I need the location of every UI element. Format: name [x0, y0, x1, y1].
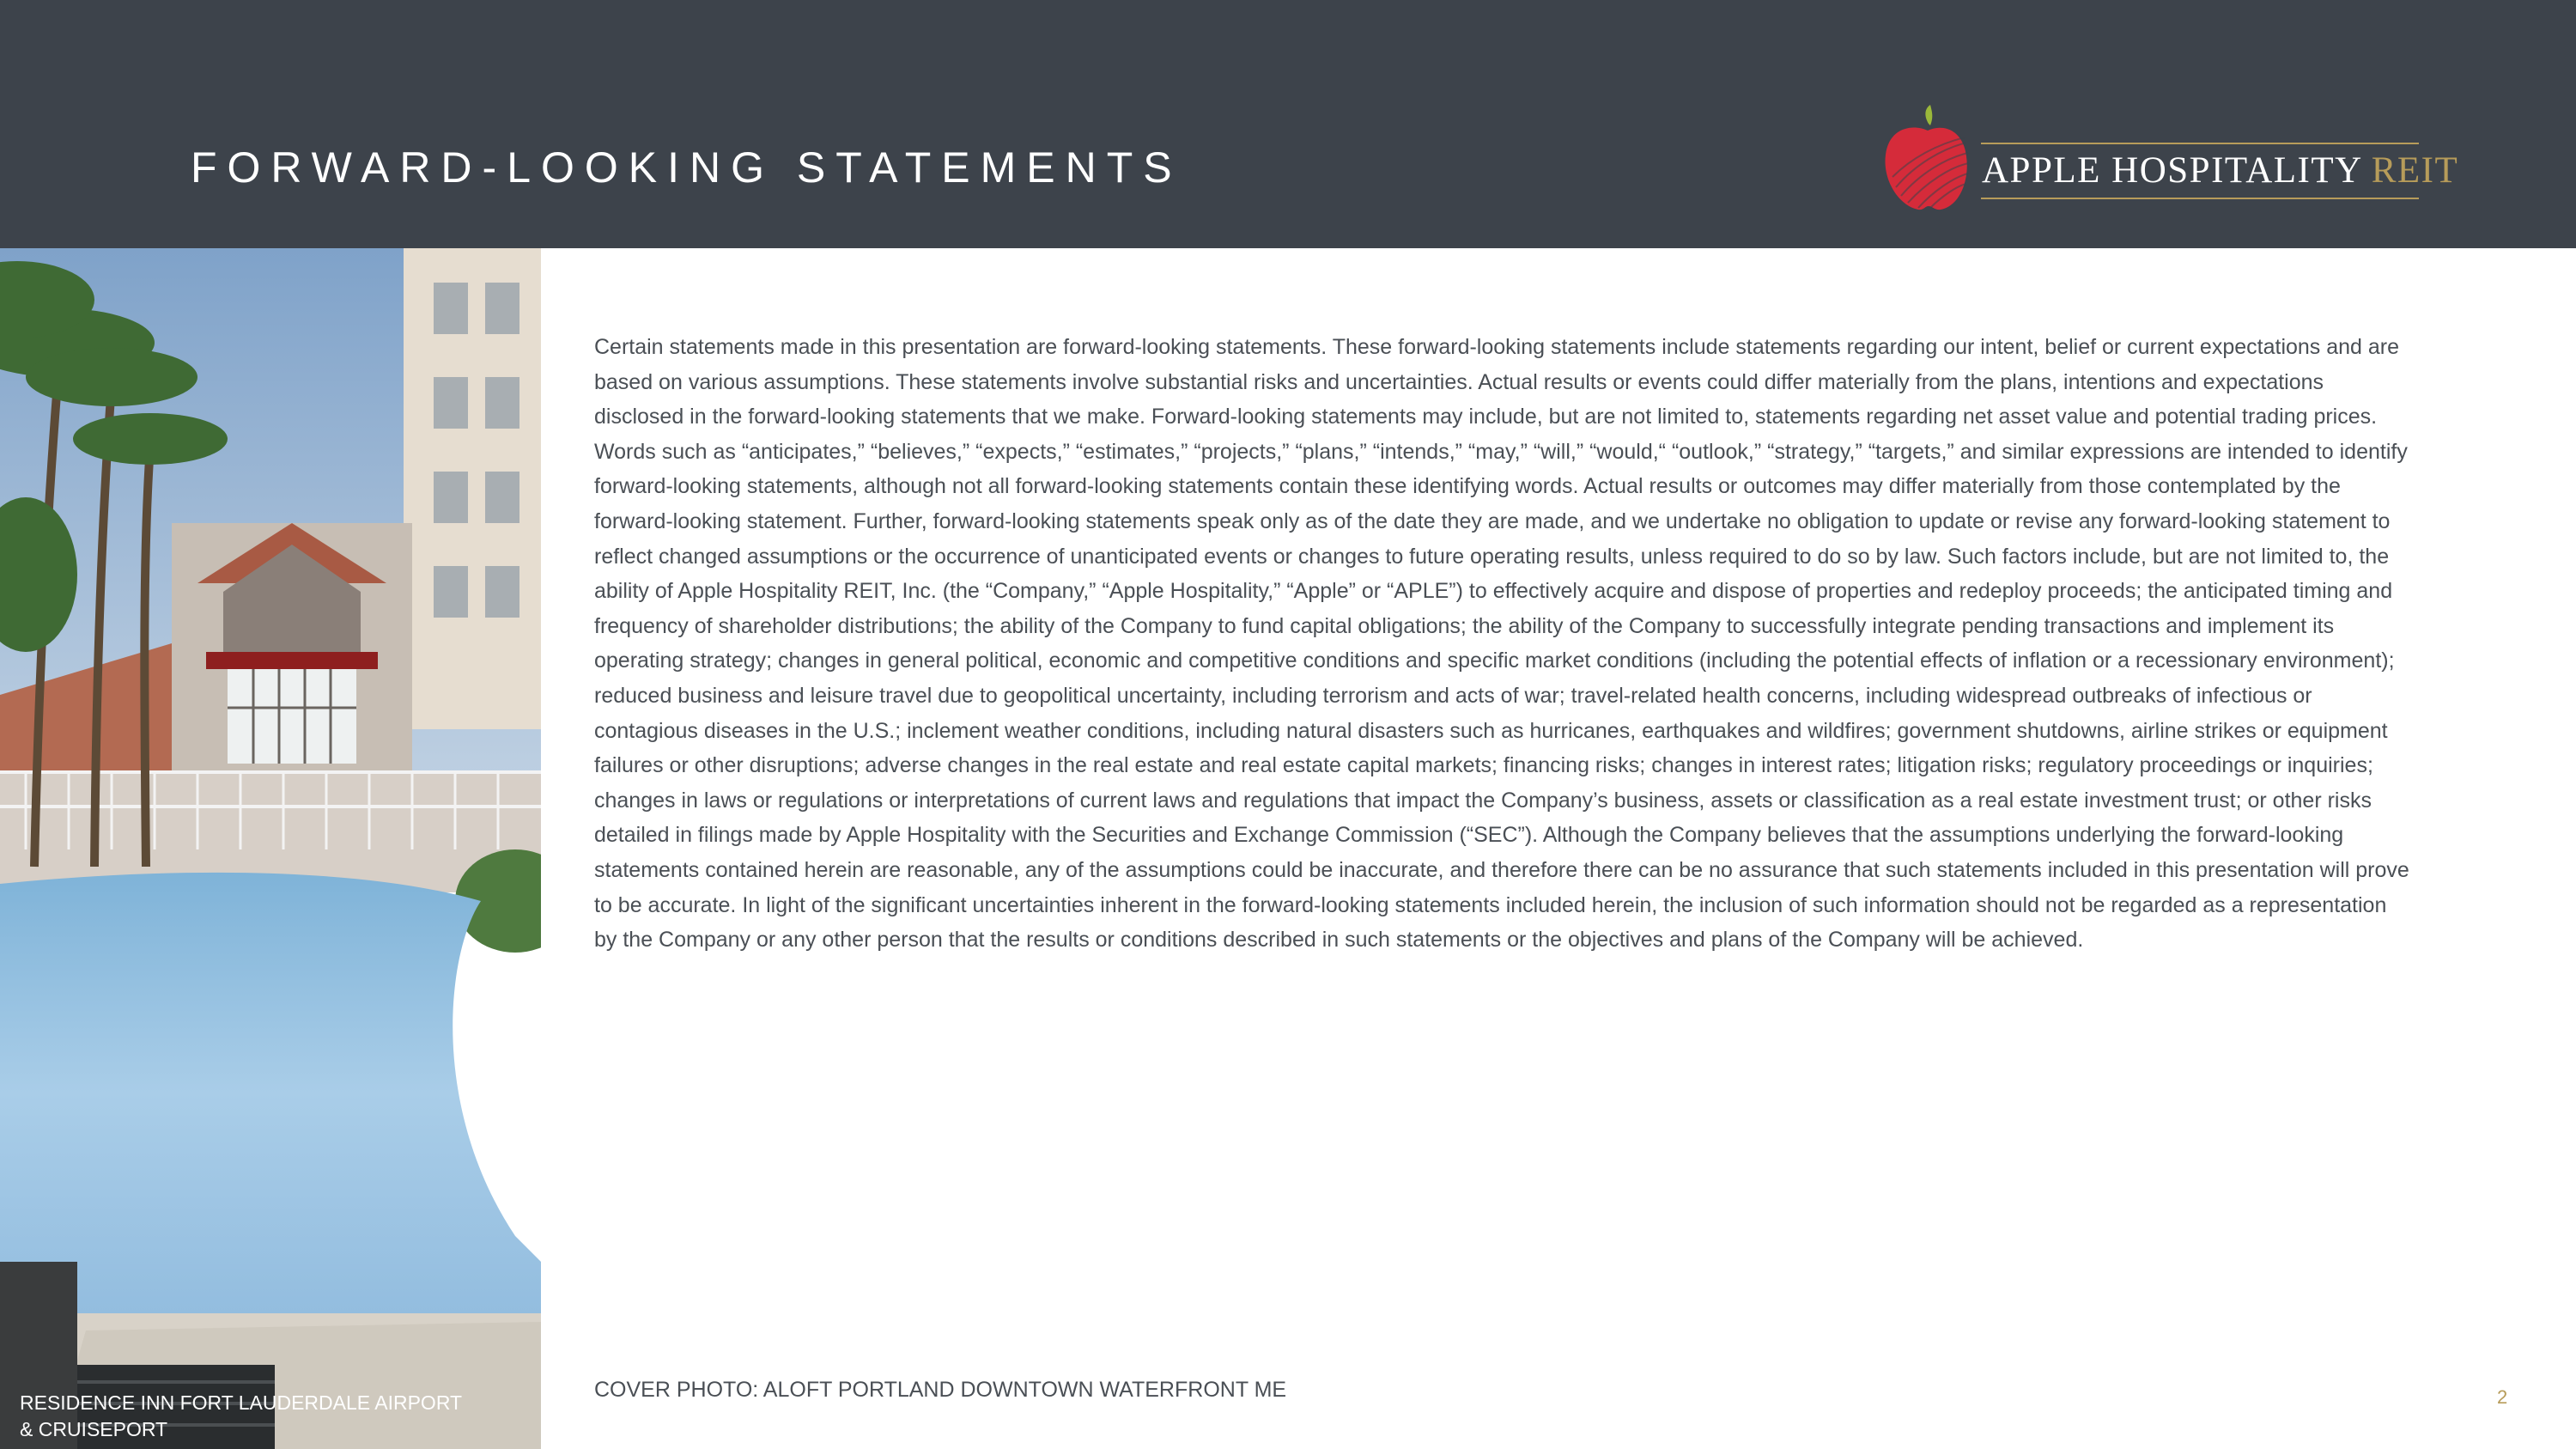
logo-reit: REIT [2371, 150, 2459, 191]
apple-logo-icon [1880, 105, 1975, 216]
disclaimer-paragraph: Certain statements made in this presentation are forward-looking statements. These forward-looking statements include statements regarding our intent, belief or current expectations and are based on various assumptions. These statements involve substantial risks and uncertainties. Actual results or events could differ materially from the plans, intentions and expectations disclosed in the forward-looking statements that we make. Forward-looking statements may include, but are not limited to, statements regarding net asset value and potential trading prices. Words such as “anticipates,” “believes,” “expects,” “estimates,” “projects,” “plans,” “intends,” “may,” “will,” “would,“ “outlook,” “strategy,” “targets,” and similar expressions are intended to identify forward-looking statements, although not all forward-looking statements contain these identifying words. Actual results or outcomes may differ materially from those contemplated by the forward-looking statement. Further, forward-looking statements speak only as of the date they are made, and we undertake no obligation to update or revise any forward-looking statement to reflect changed assumptions or the occurrence of unanticipated events or changes to future operating results, unless required to do so by law. Such factors include, but are not limited to, the ability of Apple Hospitality REIT, Inc. (the “Company,” “Apple Hospitality,” “Apple” or “APLE”) to effectively acquire and dispose of properties and redeploy proceeds; the anticipated timing and frequency of shareholder distributions; the ability of the Company to fund capital obligations; the ability of the Company to successfully integrate pending transactions and implement its operating strategy; changes in general political, economic and competitive conditions and specific market conditions (including the potential effects of inflation or a recessionary environment); reduced business and leisure travel due to geopolitical uncertainty, including terrorism and acts of war; travel-related health concerns, including widespread outbreaks of infectious or contagious diseases in the U.S.; inclement weather conditions, including natural disasters such as hurricanes, earthquakes and wildfires; government shutdowns, airline strikes or equipment failures or other disruptions; adverse changes in the real estate and real estate capital markets; financing risks; changes in interest rates; litigation risks; regulatory proceedings or inquiries; changes in laws or regulations or interpretations of current laws and regulations that impact the Company’s business, assets or classification as a real estate investment trust; or other risks detailed in filings made by Apple Hospitality with the Securities and Exchange Commission (“SEC”). Although the Company believes that the assumptions underlying the forward-looking statements contained herein are reasonable, any of the assumptions could be inaccurate, and therefore there can be no assurance that such statements included in this presentation will prove to be accurate. In light of the significant uncertainties inherent in the forward-looking statements included herein, the inclusion of such information should not be regarded as a representation by the Company or any other person that the results or conditions described in such statements or the objectives and plans of the Company will be achieved. [594, 335, 2409, 953]
logo-name: APPLE HOSPITALITY [1982, 150, 2363, 191]
cover-photo-credit: COVER PHOTO: ALOFT PORTLAND DOWNTOWN WATERFRONT ME [594, 1378, 1287, 1402]
logo-rule-bottom [1981, 198, 2419, 199]
company-logo [1880, 105, 2459, 216]
hotel-photo [0, 248, 541, 1449]
header-bar [0, 0, 2576, 248]
photo-caption: RESIDENCE INN FORT LAUDERDALE AIRPORT & CRUISEPORT [20, 1391, 462, 1440]
logo-wordmark [1982, 149, 2458, 192]
hotel-pool-illustration [0, 248, 541, 1449]
page-title: FORWARD-LOOKING STATEMENTS [191, 143, 1182, 192]
page-number: 2 [2497, 1386, 2508, 1408]
logo-rule-top [1981, 143, 2419, 144]
